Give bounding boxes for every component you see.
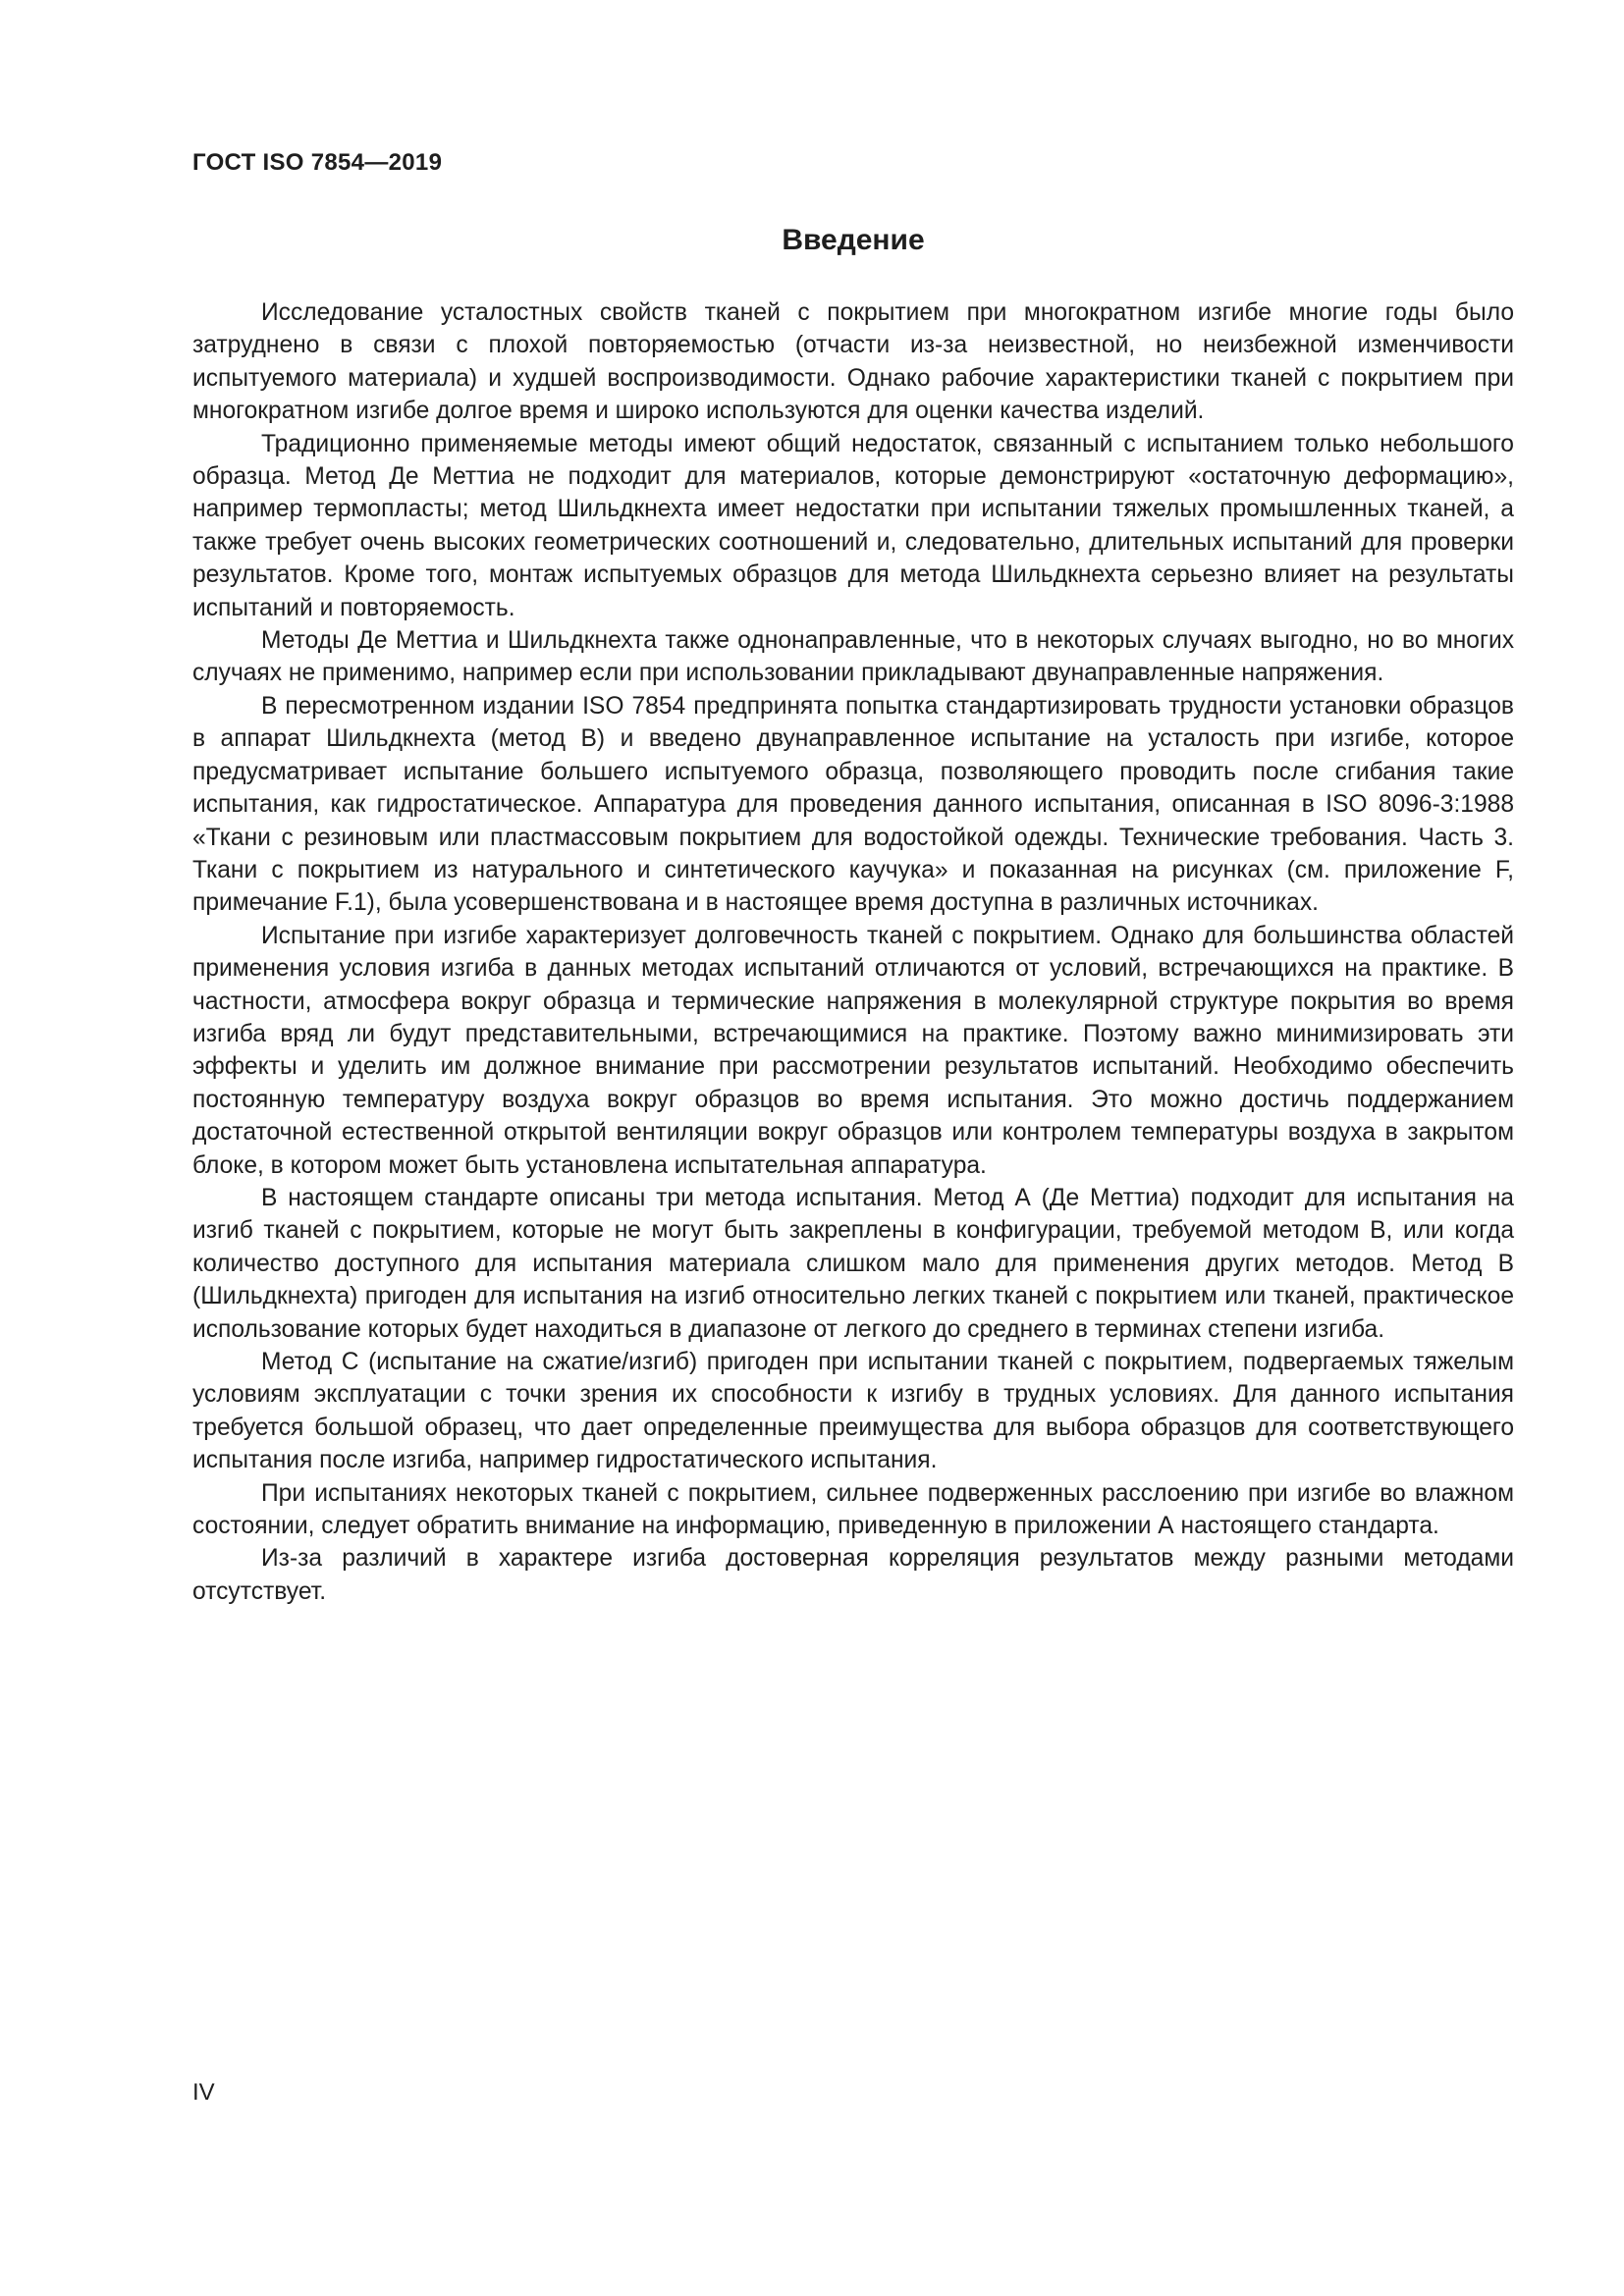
- paragraph: Испытание при изгибе характеризует долговечность тканей с покрытием. Однако для большинства областей применения условия изгиба в данных методах испытаний отличаются от условий, встречающихся на практике. В частности, атмосфера вокруг образца и термические напряжения в молекулярной структуре покрытия во время изгиба вряд ли будут представительными, встречающимися на практике. Поэтому важно минимизировать эти эффекты и уделить им должное внимание при рассмотрении результатов испытаний. Необходимо обеспечить постоянную температуру воздуха вокруг образцов во время испытания. Это можно достичь поддержанием достаточной естественной открытой вентиляции вокруг образцов или контролем температуры воздуха в закрытом блоке, в котором может быть установлена испытательная аппаратура.: [192, 922, 1514, 1179]
- paragraph: При испытаниях некоторых тканей с покрытием, сильнее подверженных расслоению при изгибе во влажном состоянии, следует обратить внимание на информацию, приведенную в приложении А настоящего стандарта.: [192, 1479, 1514, 1540]
- paragraph: В настоящем стандарте описаны три метода испытания. Метод А (Де Меттиа) подходит для испытания на изгиб тканей с покрытием, которые не могут быть закреплены в конфигурации, требуемой методом В, или когда количество доступного для испытания материала слишком мало для применения других методов. Метод В (Шильдкнехта) пригоден для испытания на изгиб относительно легких тканей с покрытием или тканей, практическое использование которых будет находиться в диапазоне от легкого до среднего в терминах степени изгиба.: [192, 1184, 1514, 1343]
- paragraph: Традиционно применяемые методы имеют общий недостаток, связанный с испытанием только небольшого образца. Метод Де Меттиа не подходит для материалов, которые демонстрируют «остаточную деформацию», например термопласты; метод Шильдкнехта имеет недостатки при испытании тяжелых промышленных тканей, а также требует очень высоких геометрических соотношений и, следовательно, длительных испытаний для проверки результатов. Кроме того, монтаж испытуемых образцов для метода Шильдкнехта серьезно влияет на результаты испытаний и повторяемость.: [192, 430, 1514, 621]
- section-title: Введение: [782, 224, 925, 256]
- paragraph: Метод С (испытание на сжатие/изгиб) пригоден при испытании тканей с покрытием, подвергаемых тяжелым условиям эксплуатации с точки зрения их способности к изгибу в трудных условиях. Для данного испытания требуется большой образец, что дает определенные преимущества для выбора образцов для соответствующего испытания после изгиба, например гидростатического испытания.: [192, 1349, 1514, 1474]
- body-text: [192, 296, 1514, 1608]
- paragraph: Методы Де Меттиа и Шильдкнехта также однонаправленные, что в некоторых случаях выгодно, но во многих случаях не применимо, например если при использовании прикладывают двунаправленные напряжения.: [192, 627, 1514, 687]
- paragraph: Из-за различий в характере изгиба достоверная корреляция результатов между разными методами отсутствует.: [192, 1545, 1514, 1605]
- page-number: IV: [192, 2079, 215, 2106]
- document-header: ГОСТ ISO 7854—2019: [192, 149, 443, 176]
- paragraph: Исследование усталостных свойств тканей с покрытием при многократном изгибе многие годы было затруднено в связи с плохой повторяемостью (отчасти из-за неизвестной, но неизбежной изменчивости испытуемого материала) и худшей воспроизводимости. Однако рабочие характеристики тканей с покрытием при многократном изгибе долгое время и широко используются для оценки качества изделий.: [192, 299, 1514, 425]
- paragraph: В пересмотренном издании ISO 7854 предпринята попытка стандартизировать трудности установки образцов в аппарат Шильдкнехта (метод В) и введено двунаправленное испытание на усталость при изгибе, которое предусматривает испытание большего испытуемого образца, позволяющего проводить после сгибания такие испытания, как гидростатическое. Аппаратура для проведения данного испытания, описанная в ISO 8096-3:1988 «Ткани с резиновым или пластмассовым покрытием для водостойкой одежды. Технические требования. Часть 3. Ткани с покрытием из натурального и синтетического каучука» и показанная на рисунках (см. приложение F, примечание F.1), была усовершенствована и в настоящее время доступна в различных источниках.: [192, 692, 1514, 917]
